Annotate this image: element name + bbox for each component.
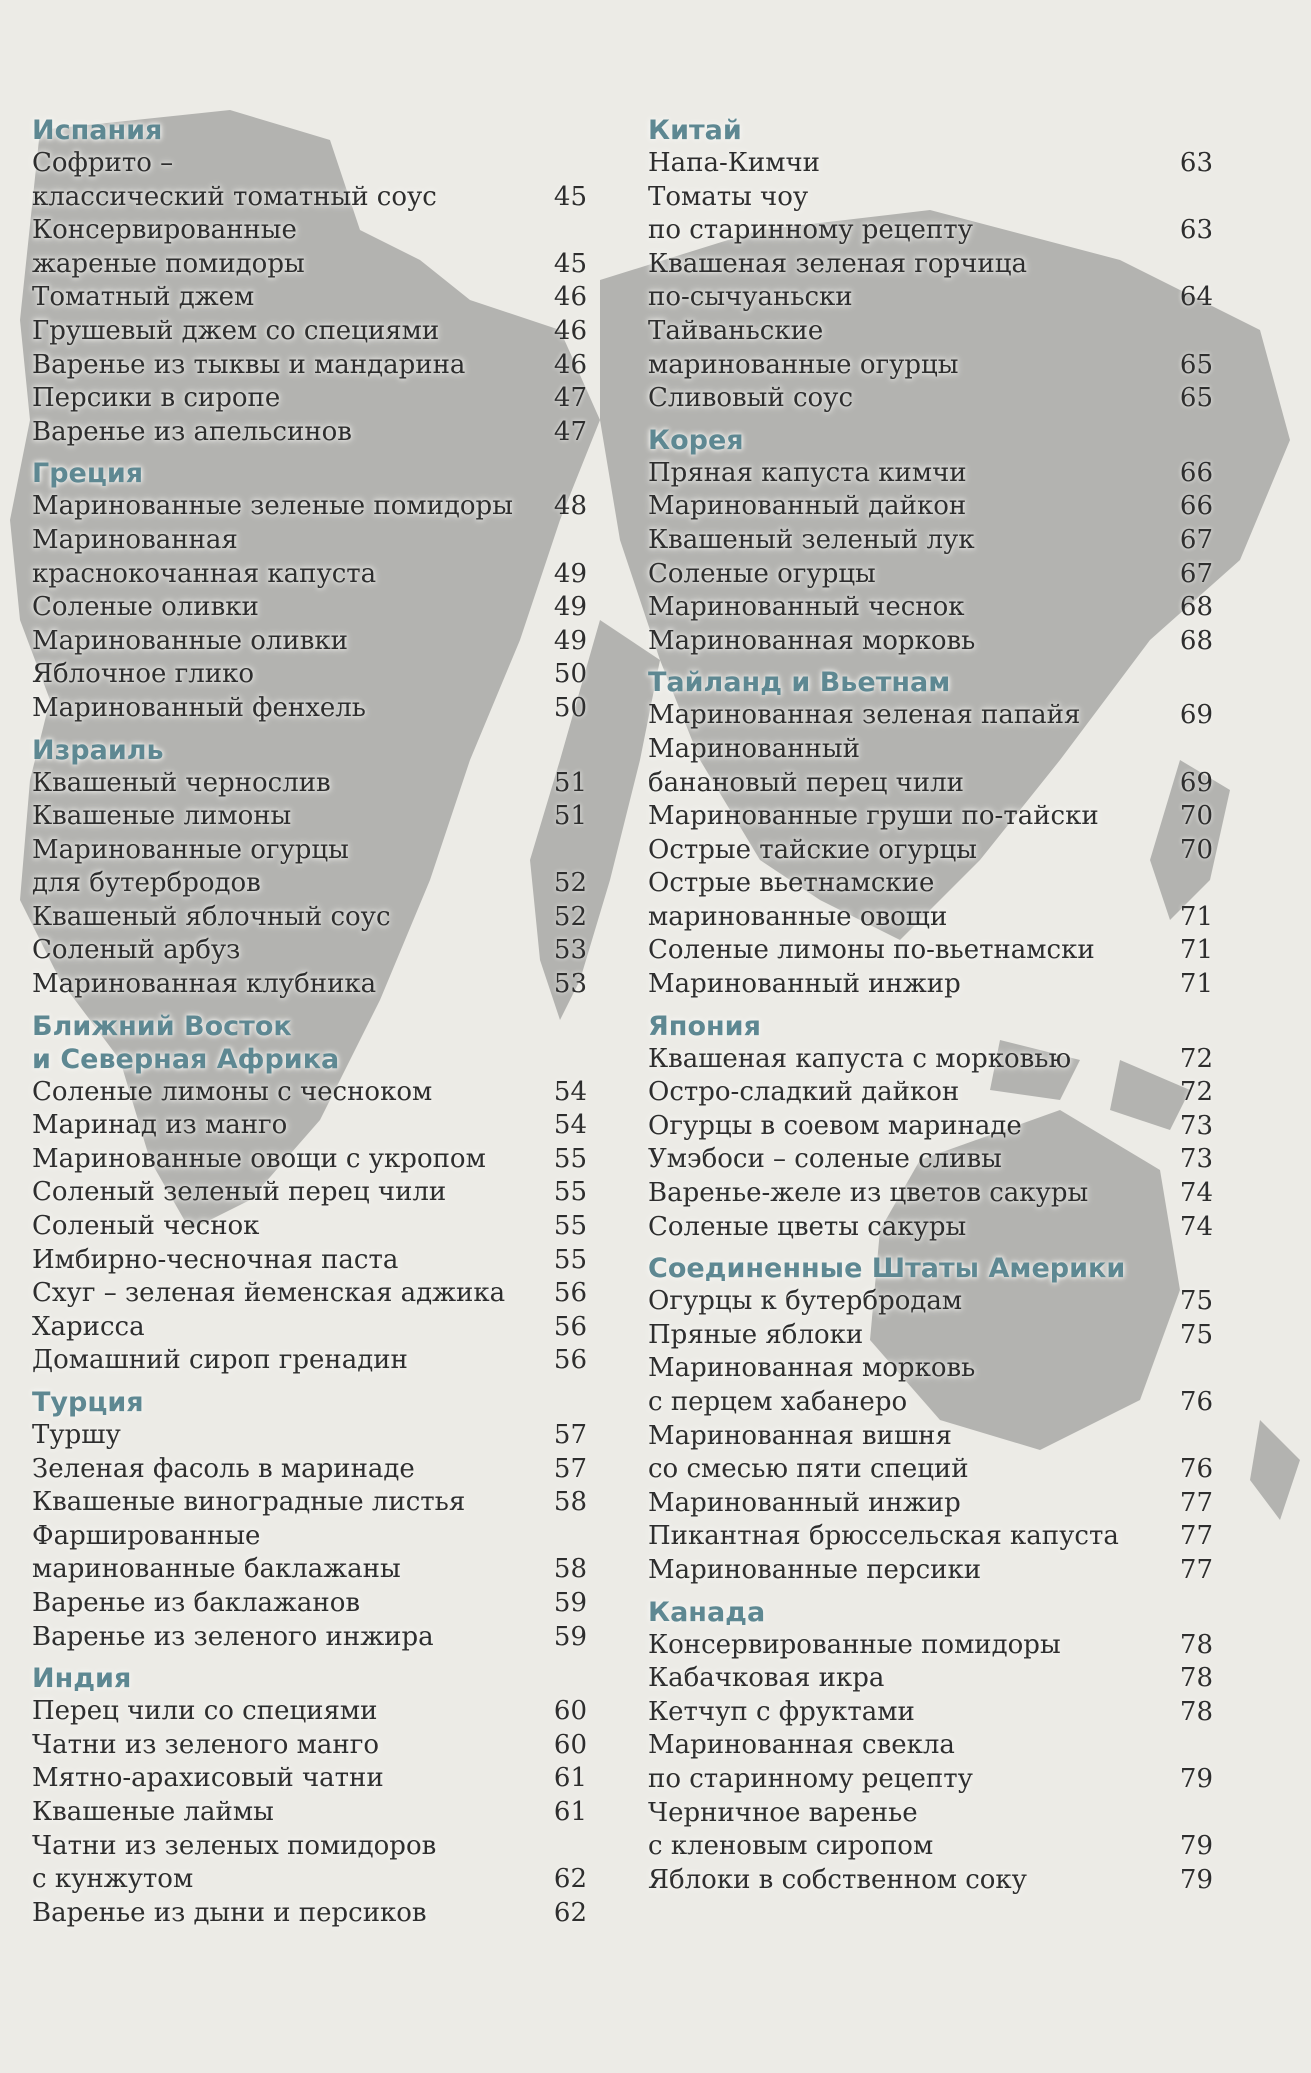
page-number: 70 [1179,801,1213,832]
recipe-title: Варенье из тыквы и мандарина [32,349,466,380]
recipe-title: Соленые лимоны с чесноком [32,1076,433,1107]
page-number: 64 [1179,282,1213,313]
page-number: 46 [553,282,587,313]
page-number: 67 [1179,558,1213,589]
page-number: 49 [553,558,587,589]
toc-entry[interactable] [32,591,587,625]
page-number: 52 [553,868,587,899]
toc-entry[interactable] [648,1864,1213,1898]
toc-entry[interactable] [648,1487,1213,1521]
recipe-title: Остро-сладкий дайкон [648,1077,960,1108]
toc-entry[interactable] [648,1076,1213,1110]
page-number: 53 [553,969,587,1000]
page-number: 51 [553,767,587,798]
page-number: 50 [553,659,587,690]
toc-entry[interactable] [648,1143,1213,1177]
section-title: Китай [648,115,742,146]
toc-entry[interactable] [32,382,587,416]
page-number: 71 [1179,901,1213,932]
page-number: 77 [1179,1521,1213,1552]
recipe-title: Имбирно-чесночная паста [32,1244,399,1275]
section-title: Тайланд и Вьетнам [648,667,951,699]
recipe-title: Чатни из зеленого манго [32,1729,380,1760]
page-number: 49 [553,625,587,656]
recipe-title: Маринованные огурцы для бутербродов [32,834,349,899]
toc-entry[interactable] [32,767,587,801]
recipe-title: Зеленая фасоль в маринаде [32,1453,415,1484]
toc-entry[interactable] [648,1554,1213,1588]
toc-section [32,114,587,449]
toc-entry[interactable] [648,733,1213,800]
toc-entry[interactable] [32,1729,587,1763]
toc-entry[interactable] [32,524,587,591]
page-number: 66 [1179,457,1213,488]
recipe-title: Пикантная брюссельская капуста [648,1521,1119,1552]
toc-entry[interactable] [32,1897,587,1931]
toc-entry[interactable] [648,1662,1213,1696]
recipe-title: Схуг – зеленая йеменская аджика [32,1278,506,1309]
recipe-title: Острые тайские огурцы [648,834,977,865]
page-number: 71 [1179,935,1213,966]
section-title: Соединенные Штаты Америки [648,1253,1126,1285]
recipe-title: Огурцы к бутербродам [648,1286,963,1317]
recipe-title: Домашний сироп гренадин [32,1345,408,1376]
toc-entry[interactable] [32,834,587,901]
toc-entry[interactable] [648,625,1213,659]
recipe-title: Персики в сиропе [32,383,281,414]
toc-column-right [648,114,1213,1905]
toc-entry[interactable] [32,1344,587,1378]
toc-entry[interactable] [32,1453,587,1487]
recipe-title: Варенье из апельсинов [32,416,352,447]
page-number: 69 [1179,767,1213,798]
toc-entry[interactable] [32,1520,587,1587]
toc-entry[interactable] [648,1043,1213,1077]
page-number: 46 [553,349,587,380]
recipe-title: Соленый чеснок [32,1211,260,1242]
recipe-title: Соленые огурцы [648,558,876,589]
page-number: 45 [553,181,587,212]
page-number: 49 [553,592,587,623]
recipe-title: Чатни из зеленых помидоров с кунжутом [32,1830,437,1895]
page-number: 60 [553,1729,587,1760]
toc-entry[interactable] [648,1520,1213,1554]
recipe-title: Варенье из дыни и персиков [32,1897,427,1928]
recipe-title: Софрито – классический томатный соус [32,148,437,212]
page-number: 46 [553,315,587,346]
toc-entry[interactable] [648,1352,1213,1419]
toc-entry[interactable] [32,901,587,935]
recipe-title: Маринованный чеснок [648,592,965,623]
page-number: 57 [553,1420,587,1450]
toc-entry[interactable] [648,558,1213,592]
toc-entry[interactable] [648,1629,1213,1663]
section-title: Япония [648,1010,761,1042]
recipe-title: Яблоки в собственном соку [648,1864,1027,1895]
page-number: 73 [1179,1144,1213,1175]
toc-entry[interactable] [32,1796,587,1830]
section-title: Канада [648,1596,766,1628]
page-number: 77 [1179,1487,1213,1518]
recipe-title: Маринованная морковь [648,625,976,656]
toc-entry[interactable] [648,591,1213,625]
toc-entry[interactable] [32,658,587,692]
page-number: 79 [1179,1763,1213,1794]
recipe-title: Маринованная зеленая папайя [648,700,1081,731]
section-title: и Северная Африка [32,1043,340,1075]
toc-entry[interactable] [32,1076,587,1110]
recipe-title: Маринованный инжир [648,1487,961,1518]
recipe-title: Варенье-желе из цветов сакуры [648,1178,1089,1209]
section-title: Греция [32,458,144,490]
section-title: Турция [32,1387,144,1418]
recipe-title: Маринованная свекла по старинному рецепту [648,1730,973,1794]
page-number: 58 [553,1487,587,1518]
toc-entry[interactable] [648,1285,1213,1319]
recipe-title: Томаты чоу по старинному рецепту [648,181,973,246]
recipe-title: Маринованные персики [648,1554,982,1585]
page-number: 59 [553,1587,587,1618]
recipe-title: Маринованная морковь с перцем хабанеро [648,1353,976,1417]
recipe-title: Квашеные лаймы [32,1796,274,1827]
recipe-title: Маринованные груши по-тайски [648,801,1099,832]
section-title: Ближний Восток [32,1010,292,1042]
recipe-title: Пряная капуста кимчи [648,457,967,488]
toc-entry[interactable] [648,248,1213,315]
recipe-title: Сливовый соус [648,383,854,414]
page-number: 76 [1179,1454,1213,1485]
toc-entry[interactable] [32,1277,587,1311]
toc-entry[interactable] [648,315,1213,382]
recipe-title: Маринованный дайкон [648,491,967,522]
page-number: 56 [553,1311,587,1342]
page-number: 53 [553,935,587,966]
recipe-title: Томатный джем [32,282,255,313]
recipe-title: Соленый зеленый перец чили [32,1177,447,1208]
toc-entry[interactable] [32,1143,587,1177]
page-number: 50 [553,692,587,723]
page-number: 75 [1179,1286,1213,1317]
page-number: 79 [1179,1864,1213,1895]
toc-entry[interactable] [32,1109,587,1143]
page-number: 63 [1179,215,1213,246]
recipe-title: Мятно-арахисовый чатни [32,1763,384,1794]
toc-entry[interactable] [648,968,1213,1002]
toc-section [648,666,1213,1001]
recipe-title: Маринованный фенхель [32,692,366,723]
recipe-title: Маринованные овощи с укропом [32,1143,486,1174]
recipe-title: Напа-Кимчи [648,148,820,178]
recipe-title: Фаршированные маринованные баклажаны [32,1520,401,1585]
toc-entry[interactable] [32,1486,587,1520]
toc-entry[interactable] [648,1696,1213,1730]
section-title: Израиль [32,734,164,766]
toc-entry[interactable] [32,490,587,524]
toc-entry[interactable] [32,1210,587,1244]
recipe-title: Харисса [32,1311,145,1342]
page-number: 78 [1179,1663,1213,1694]
page-number: 62 [553,1864,587,1895]
toc-entry[interactable] [32,315,587,349]
toc-section [32,457,587,725]
toc-entry[interactable] [648,1211,1213,1245]
toc-entry[interactable] [648,147,1213,181]
toc-entry[interactable] [648,800,1213,834]
toc-entry[interactable] [648,1729,1213,1796]
toc-entry[interactable] [648,1110,1213,1144]
page-number: 67 [1179,524,1213,555]
page-number: 66 [1179,491,1213,522]
page-number: 55 [553,1143,587,1174]
toc-section [32,734,587,1002]
page-number: 76 [1179,1387,1213,1417]
page-number: 72 [1179,1043,1213,1074]
map-new-zealand [1250,1420,1300,1520]
page-number: 65 [1179,349,1213,380]
recipe-title: Маринованная вишня со смесью пяти специй [648,1420,969,1485]
toc-section [648,1010,1213,1245]
page-number: 54 [553,1076,587,1107]
page-number: 71 [1179,969,1213,1000]
toc-entry[interactable] [32,625,587,659]
toc-entry[interactable] [648,699,1213,733]
page-number: 72 [1179,1077,1213,1108]
toc-entry[interactable] [32,1762,587,1796]
toc-section [32,1662,587,1930]
toc-entry[interactable] [32,968,587,1002]
recipe-title: Маринад из манго [32,1110,288,1141]
toc-section [648,114,1213,416]
page-number: 77 [1179,1554,1213,1585]
page-number: 69 [1179,700,1213,731]
toc-entry[interactable] [648,934,1213,968]
page-number: 57 [553,1453,587,1484]
page-number: 78 [1179,1696,1213,1727]
recipe-title: Маринованная клубника [32,969,377,1000]
page-number: 55 [553,1177,587,1208]
page-number: 68 [1179,592,1213,623]
recipe-title: Варенье из баклажанов [32,1587,361,1618]
toc-entry[interactable] [32,1311,587,1345]
toc-entry[interactable] [648,1797,1213,1864]
page-number: 73 [1179,1110,1213,1141]
page-number: 59 [553,1621,587,1652]
recipe-title: Квашеные лимоны [32,801,292,832]
recipe-title: Соленые лимоны по-вьетнамски [648,935,1095,966]
toc-entry[interactable] [648,1177,1213,1211]
toc-section [32,1010,587,1378]
recipe-title: Квашеная зеленая горчица по-сычуаньски [648,248,1027,313]
recipe-title: Умэбоси – соленые сливы [648,1144,1002,1175]
recipe-title: Маринованные оливки [32,625,348,656]
page-number: 74 [1179,1211,1213,1242]
toc-section [648,1596,1213,1898]
section-title: Корея [648,424,744,456]
recipe-title: Квашеный чернослив [32,767,331,798]
section-title: Испания [32,115,163,146]
recipe-title: Перец чили со специями [32,1696,378,1727]
recipe-title: Маринованные зеленые помидоры [32,491,513,522]
toc-entry[interactable] [648,1420,1213,1487]
toc-entry[interactable] [648,867,1213,934]
toc-entry[interactable] [32,934,587,968]
page-number: 70 [1179,834,1213,865]
recipe-title: Маринованная краснокочанная капуста [32,524,377,589]
recipe-title: Маринованный инжир [648,969,961,1000]
toc-entry[interactable] [32,1621,587,1655]
page-number: 52 [553,901,587,932]
page-number: 65 [1179,383,1213,414]
toc-entry[interactable] [648,382,1213,416]
recipe-title: Яблочное глико [32,659,255,690]
recipe-title: Черничное варенье с кленовым сиропом [648,1797,934,1862]
page-number: 47 [553,383,587,414]
page-number: 47 [553,416,587,447]
toc-column-left [32,114,587,1938]
recipe-title: Соленый арбуз [32,935,241,966]
toc-entry[interactable] [32,1419,587,1453]
recipe-title: Квашеные виноградные листья [32,1487,466,1518]
page-number: 60 [553,1696,587,1727]
toc-entry[interactable] [32,1587,587,1621]
recipe-title: Консервированные помидоры [648,1629,1061,1660]
toc-entry[interactable] [32,281,587,315]
toc-section [32,1386,587,1654]
recipe-title: Огурцы в соевом маринаде [648,1110,1022,1141]
toc-entry[interactable] [648,524,1213,558]
toc-entry[interactable] [32,349,587,383]
page-number: 75 [1179,1319,1213,1350]
page-number: 78 [1179,1629,1213,1660]
recipe-title: Квашеный зеленый лук [648,524,975,555]
recipe-title: Острые вьетнамские маринованные овощи [648,868,948,932]
page-number: 45 [553,248,587,279]
recipe-title: Варенье из зеленого инжира [32,1621,434,1652]
toc-entry[interactable] [648,490,1213,524]
page-number: 56 [553,1345,587,1376]
page-number: 55 [553,1211,587,1242]
recipe-title: Соленые цветы сакуры [648,1211,967,1242]
page-number: 63 [1179,148,1213,178]
recipe-title: Кабачковая икра [648,1663,885,1694]
toc-section [648,424,1213,659]
page-number: 48 [553,491,587,522]
recipe-title: Соленые оливки [32,592,259,623]
recipe-title: Маринованный банановый перец чили [648,733,964,798]
toc-entry[interactable] [32,800,587,834]
page-number: 56 [553,1278,587,1309]
toc-entry[interactable] [648,1319,1213,1353]
page-number: 58 [553,1554,587,1585]
page-number: 51 [553,801,587,832]
toc-entry[interactable] [648,834,1213,868]
recipe-title: Кетчуп с фруктами [648,1696,915,1727]
section-title: Индия [32,1663,132,1695]
toc-entry[interactable] [32,1830,587,1897]
page-number: 79 [1179,1831,1213,1862]
toc-entry[interactable] [32,416,587,450]
toc-entry[interactable] [648,181,1213,248]
toc-entry[interactable] [32,1244,587,1278]
recipe-title: Квашеная капуста с морковью [648,1043,1072,1074]
toc-entry[interactable] [32,1695,587,1729]
page-number: 74 [1179,1178,1213,1209]
page-number: 61 [553,1796,587,1827]
recipe-title: Туршу [32,1420,121,1450]
toc-entry[interactable] [32,214,587,281]
page-number: 62 [553,1897,587,1928]
toc-entry[interactable] [32,147,587,214]
page-number: 68 [1179,625,1213,656]
recipe-title: Пряные яблоки [648,1319,864,1350]
recipe-title: Консервированные жареные помидоры [32,215,305,279]
page-number: 54 [553,1110,587,1141]
page-number: 61 [553,1763,587,1794]
toc-entry[interactable] [32,1176,587,1210]
recipe-title: Квашеный яблочный соус [32,901,391,932]
toc-entry[interactable] [648,457,1213,491]
toc-entry[interactable] [32,692,587,726]
toc-section [648,1252,1213,1587]
page-number: 55 [553,1244,587,1275]
recipe-title: Тайваньские маринованные огурцы [648,315,959,380]
recipe-title: Грушевый джем со специями [32,315,440,346]
